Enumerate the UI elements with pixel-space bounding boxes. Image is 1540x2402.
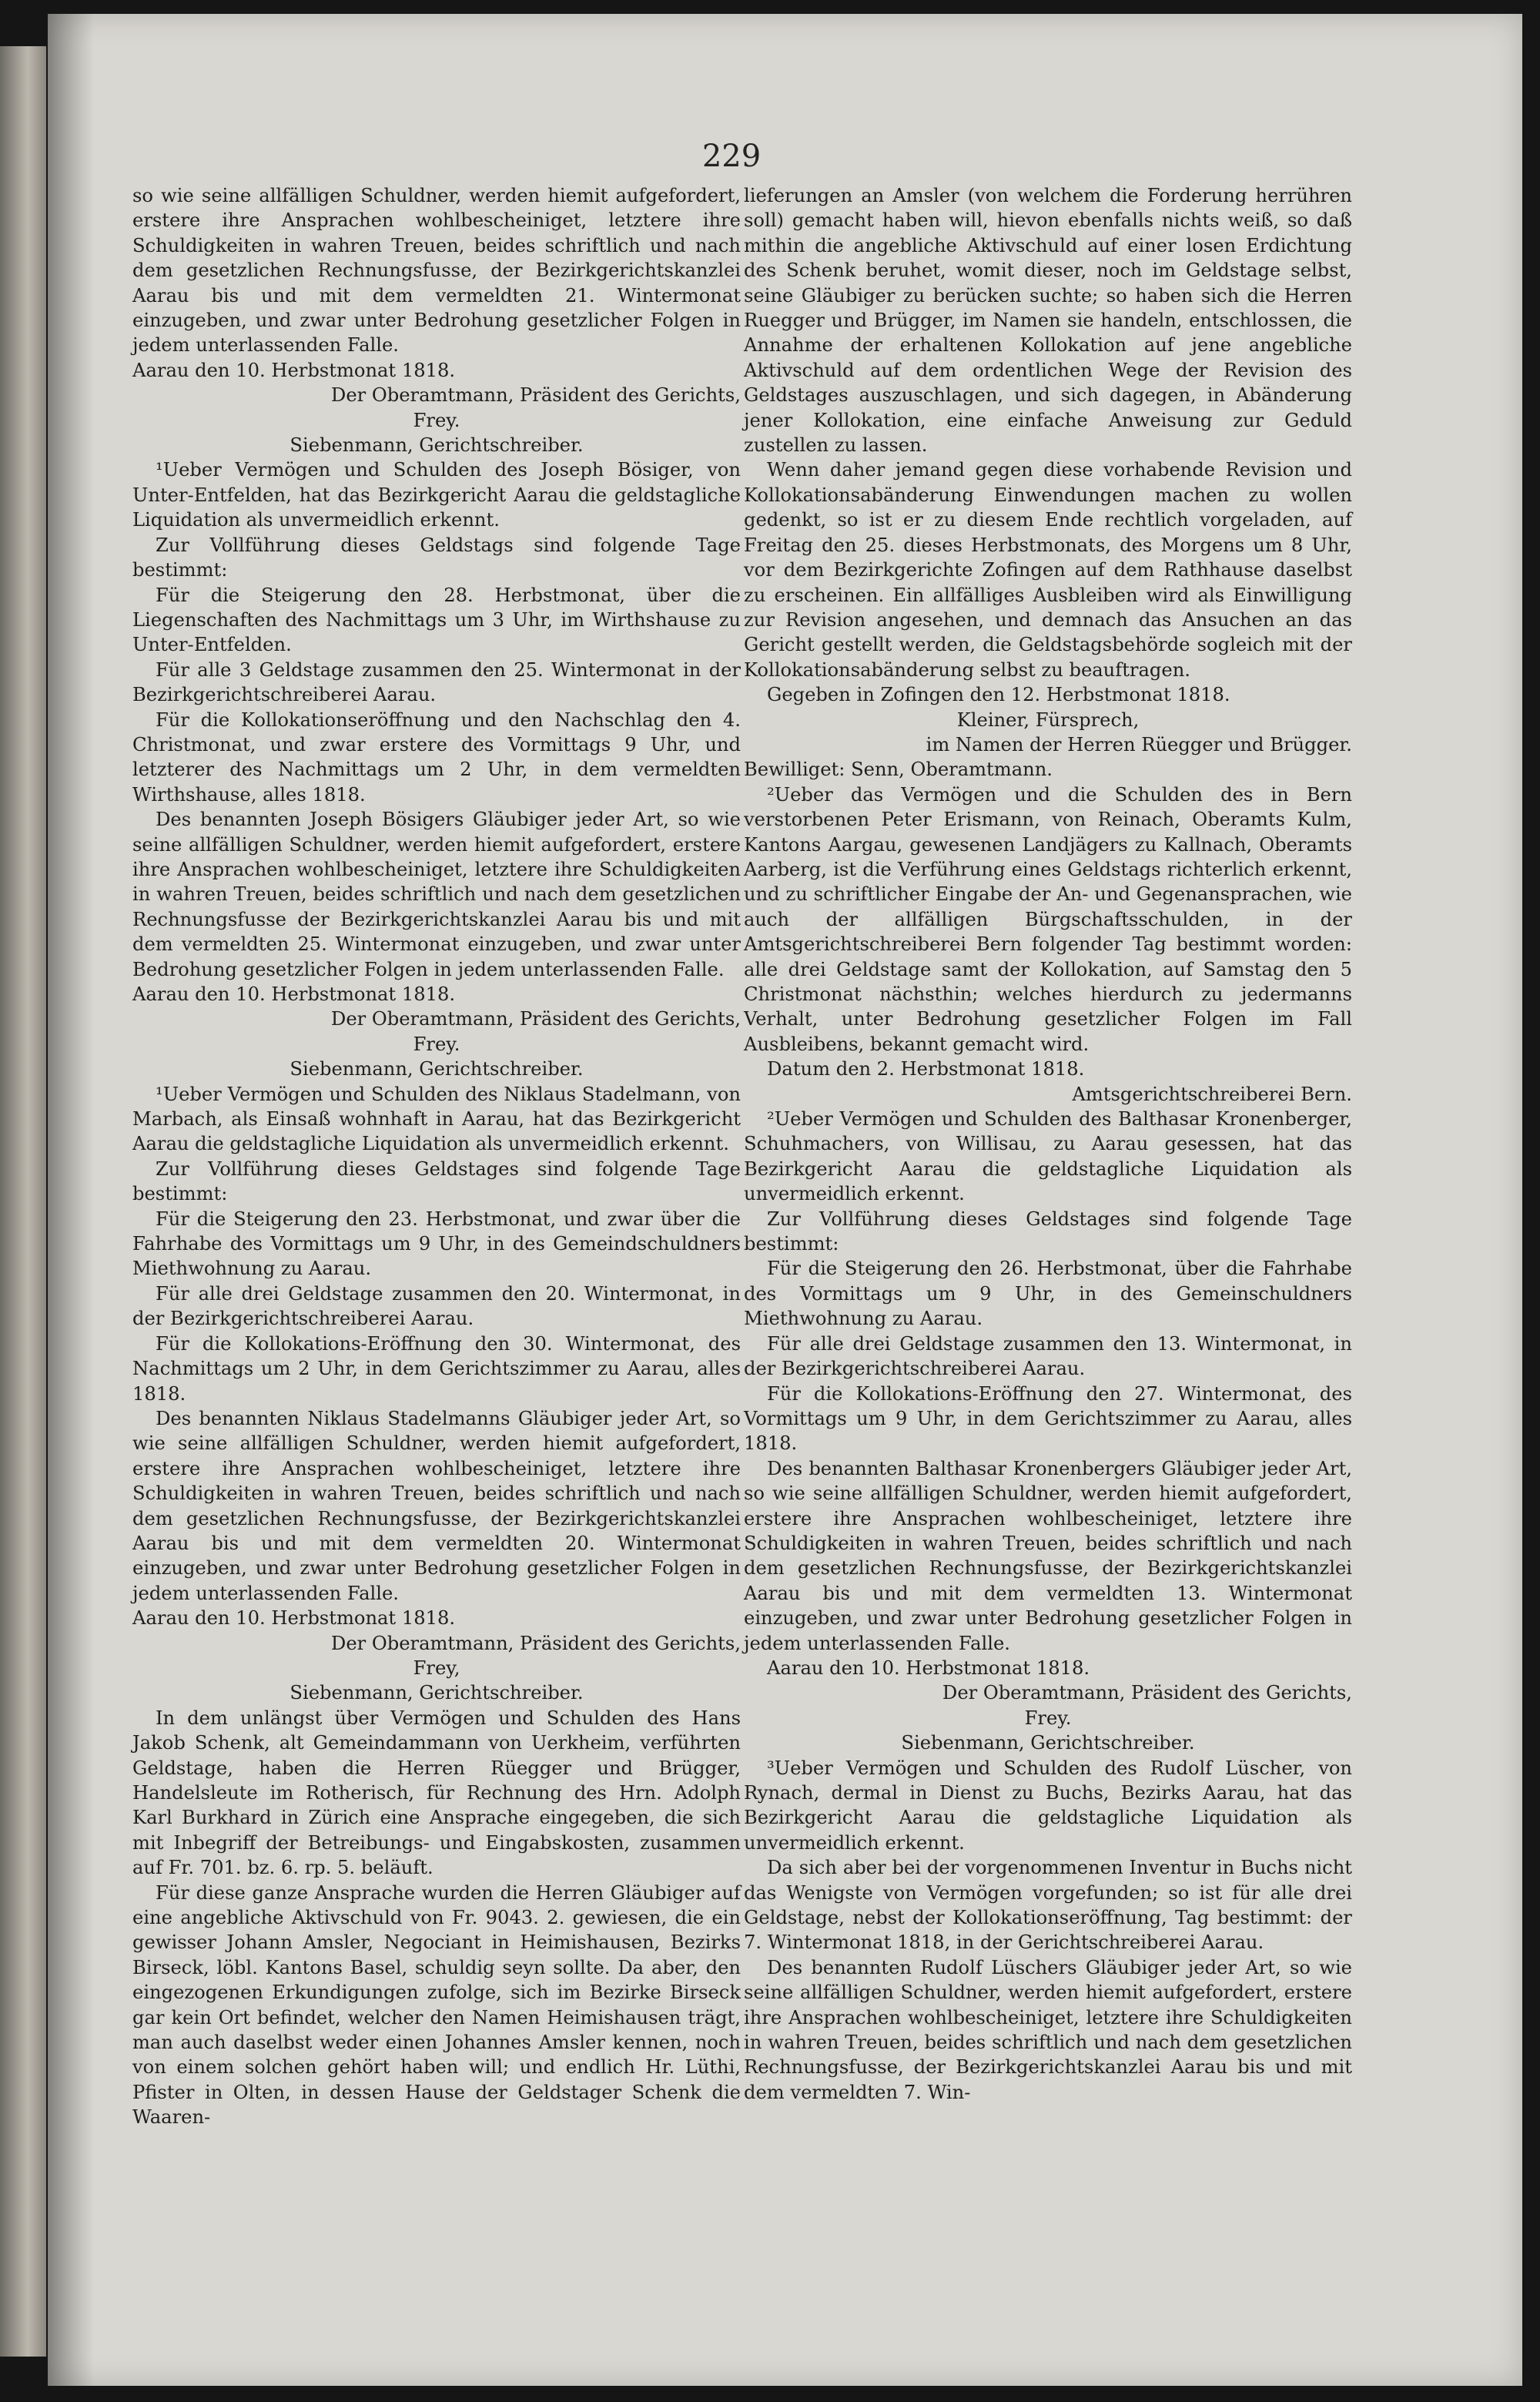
page-number: 229	[701, 139, 762, 174]
left-column-paragraph: Für die Steigerung den 28. Herbstmonat, über die Liegenschaften des Nachmittags um 3 Uhr, im Wirthshause zu Unter-Entfelden.	[132, 584, 741, 656]
right-column-paragraph: lieferungen an Amsler (von welchem die Forderung herrühren soll) gemacht haben will, hievon ebenfalls nichts weiß, so daß mithin die angebliche Aktivschuld auf einer losen Erdichtung des Schenk beruhet, womit dieser, noch im Geldstage selbst, seine Gläubiger zu berücken suchte; so haben sich die Herren Ruegger und Brügger, im Namen sie handeln, entschlossen, die Annahme der erhaltenen Kollokation auf jene angebliche Aktivschuld auf dem ordentlichen Wege der Revision des Geldstages auszuschlagen, und sich dagegen, in Abänderung jener Kollokation, eine einfache Anweisung zur Geduld zustellen zu lassen.	[744, 185, 1352, 457]
left-column-paragraph: Frey,	[413, 1657, 460, 1679]
left-column-paragraph: Für alle drei Geldstage zusammen den 20. Wintermonat, in der Bezirkgerichtschreiberei Aarau.	[132, 1282, 741, 1330]
left-column-paragraph: Für die Kollokations-Eröffnung den 30. Wintermonat, des Nachmittags um 2 Uhr, in dem Gerichtszimmer zu Aarau, alles 1818.	[132, 1332, 741, 1405]
right-column-paragraph: Wenn daher jemand gegen diese vorhabende Revision und Kollokationsabänderung Einwendungen machen zu wollen gedenkt, so ist er zu diesem Ende rechtlich vorgeladen, auf Freitag den 25. dieses Herbstmonats, des Morgens um 8 Uhr, vor dem Bezirkgerichte Zofingen auf dem Rathhause daselbst zu erscheinen. Ein allfälliges Ausbleiben wird als Einwilligung zur Revision angesehen, und demnach das Ansuchen an das Gericht gestellt werden, die Geldstagsbehörde sogleich mit der Kollokationsabänderung selbst zu beauftragen.	[744, 459, 1352, 681]
left-column-paragraph: so wie seine allfälligen Schuldner, werden hiemit aufgefordert, erstere ihre Ansprachen wohlbescheiniget, letztere ihre Schuldigkeiten in wahren Treuen, beides schriftlich und nach dem gesetzlichen Rechnungsfusse, der Bezirkgerichtskanzlei Aarau bis und mit dem vermeldten 21. Wintermonat einzugeben, und zwar unter Bedrohung gesetzlicher Folgen in jedem unterlassenden Falle.	[132, 185, 741, 357]
right-column-paragraph: Da sich aber bei der vorgenommenen Inventur in Buchs nicht das Wenigste von Vermögen vorgefunden; so ist für alle drei Geldstage, nebst der Kollokationseröffnung, Tag bestimmt: der 7. Wintermonat 1818, in der Gerichtschreiberei Aarau.	[744, 1857, 1352, 1954]
left-column-paragraph: Für die Kollokationseröffnung und den Nachschlag den 4. Christmonat, und zwar erstere des Vormittags 9 Uhr, und letzterer des Nachmittags um 2 Uhr, in dem vermeldten Wirthshause, alles 1818.	[132, 709, 741, 806]
right-column-paragraph: Aarau den 10. Herbstmonat 1818.	[767, 1657, 1090, 1679]
left-column-paragraph: Siebenmann, Gerichtschreiber.	[290, 1682, 584, 1704]
left-column-paragraph: Der Oberamtmann, Präsident des Gerichts,	[330, 1632, 741, 1654]
right-column-paragraph: Siebenmann, Gerichtschreiber.	[901, 1732, 1195, 1754]
left-column-paragraph: ¹Ueber Vermögen und Schulden des Joseph Bösiger, von Unter-Entfelden, hat das Bezirkgericht Aarau die geldstagliche Liquidation als unvermeidlich erkennt.	[132, 459, 741, 531]
left-column-paragraph: Frey.	[413, 409, 460, 431]
left-column-paragraph: Aarau den 10. Herbstmonat 1818.	[132, 359, 456, 381]
left-column-paragraph: Aarau den 10. Herbstmonat 1818.	[132, 983, 456, 1005]
left-column-paragraph: Zur Vollführung dieses Geldstags sind folgende Tage bestimmt:	[132, 534, 741, 581]
right-column-paragraph: ²Ueber das Vermögen und die Schulden des in Bern verstorbenen Peter Erismann, von Reinach, Oberamts Kulm, Kantons Aargau, gewesenen Landjägers zu Kallnach, Oberamts Aarberg, ist die Verführung eines Geldstags richterlich erkennt, und zu schriftlicher Eingabe der An- und Gegenansprachen, wie auch der allfälligen Bürgschaftsschulden, in der Amtsgerichtschreiberei Bern folgender Tag bestimmt worden: alle drei Geldstage samt der Kollokation, auf Samstag den 5 Christmonat nächsthin; welches hierdurch zu jedermanns Verhalt, unter Bedrohung gesetzlicher Folgen im Fall Ausbleibens, bekannt gemacht wird.	[744, 783, 1352, 1055]
right-column-paragraph: Kleiner, Fürsprech,	[956, 709, 1140, 731]
left-column-paragraph: Der Oberamtmann, Präsident des Gerichts,	[330, 384, 741, 407]
left-column-paragraph: ¹Ueber Vermögen und Schulden des Niklaus Stadelmann, von Marbach, als Einsaß wohnhaft in Aarau, hat das Bezirkgericht Aarau die geldstagliche Liquidation als unvermeidlich erkennt.	[132, 1083, 741, 1155]
left-column-paragraph: In dem unlängst über Vermögen und Schulden des Hans Jakob Schenk, alt Gemeindammann von Uerkheim, verführten Geldstage, haben die Herren Rüegger und Brügger, Handelsleute im Rotherisch, für Rechnung des Hrn. Adolph Karl Burkhard in Zürich eine Ansprache eingegeben, die sich mit Inbegriff der Betreibungs- und Eingabskosten, zusammen auf Fr. 701. bz. 6. rp. 5. beläuft.	[132, 1707, 741, 1879]
right-column-paragraph: Für die Steigerung den 26. Herbstmonat, über die Fahrhabe des Vormittags um 9 Uhr, in des Gemeinschuldners Miethwohnung zu Aarau.	[744, 1258, 1352, 1330]
previous-page-edge	[0, 46, 46, 2357]
left-column-paragraph: Des benannten Niklaus Stadelmanns Gläubiger jeder Art, so wie seine allfälligen Schuldner, werden hiemit aufgefordert, erstere ihre Ansprachen wohlbescheiniget, letztere ihre Schuldigkeiten in wahren Treuen, beides schriftlich und nach dem gesetzlichen Rechnungsfusse, der Bezirkgerichtskanzlei Aarau bis und mit dem vermeldten 20. Wintermonat einzugeben, und zwar unter Bedrohung gesetzlicher Folgen in jedem unterlassenden Falle.	[132, 1407, 741, 1604]
left-column-paragraph: Siebenmann, Gerichtschreiber.	[290, 1058, 584, 1080]
left-column-paragraph: Für diese ganze Ansprache wurden die Herren Gläubiger auf eine angebliche Aktivschuld von Fr. 9043. 2. gewiesen, die ein gewisser Johann Amsler, Negociant in Heimishausen, Bezirks Birseck, löbl. Kantons Basel, schuldig seyn sollte. Da aber, den eingezogenen Erkundigungen zufolge, sich im Bezirke Birseck gar kein Ort befindet, welcher den Namen Heimishausen trägt, man auch daselbst weder einen Johannes Amsler kennen, noch von einem solchen gehört haben will; und endlich Hr. Lüthi, Pfister in Olten, in dessen Hause der Geldstager Schenk die Waaren-	[132, 1881, 741, 2129]
right-column-paragraph: ²Ueber Vermögen und Schulden des Balthasar Kronenberger, Schuhmachers, von Willisau, zu Aarau gesessen, hat das Bezirkgericht Aarau die geldstagliche Liquidation als unvermeidlich erkennt.	[744, 1108, 1352, 1205]
left-column-paragraph: Zur Vollführung dieses Geldstages sind folgende Tage bestimmt:	[132, 1157, 741, 1205]
right-column-paragraph: Frey.	[1024, 1707, 1072, 1729]
left-column	[132, 183, 741, 2130]
left-column-paragraph: Aarau den 10. Herbstmonat 1818.	[132, 1607, 456, 1630]
right-column-paragraph: Der Oberamtmann, Präsident des Gerichts,	[942, 1682, 1352, 1704]
right-column-paragraph: Des benannten Balthasar Kronenbergers Gläubiger jeder Art, so wie seine allfälligen Schuldner, werden hiemit aufgefordert, erstere ihre Ansprachen wohlbescheiniget, letztere ihre Schuldigkeiten in wahren Treuen, beides schriftlich und nach dem gesetzlichen Rechnungsfusse, der Bezirkgerichtskanzlei Aarau bis und mit dem vermeldten 13. Wintermonat einzugeben, und zwar unter Bedrohung gesetzlicher Folgen in jedem unterlassenden Falle.	[744, 1457, 1352, 1654]
right-column-paragraph: Datum den 2. Herbstmonat 1818.	[767, 1058, 1085, 1080]
right-column-paragraph: Zur Vollführung dieses Geldstages sind folgende Tage bestimmt:	[744, 1208, 1352, 1255]
right-column-paragraph: ³Ueber Vermögen und Schulden des Rudolf Lüscher, von Rynach, dermal in Dienst zu Buchs, Bezirks Aarau, hat das Bezirkgericht Aarau die geldstagliche Liquidation als unvermeidlich erkennt.	[744, 1757, 1352, 1854]
left-column-paragraph: Des benannten Joseph Bösigers Gläubiger jeder Art, so wie seine allfälligen Schuldner, werden hiemit aufgefordert, erstere ihre Ansprachen wohlbescheiniget, letztere ihre Schuldigkeiten in wahren Treuen, beides schriftlich und nach dem gesetzlichen Rechnungsfusse der Bezirkgerichtskanzlei Aarau bis und mit dem vermeldten 25. Wintermonat einzugeben, und zwar unter Bedrohung gesetzlicher Folgen in jedem unterlassenden Falle.	[132, 809, 741, 980]
right-column-paragraph: im Namen der Herren Rüegger und Brügger.	[926, 733, 1352, 755]
right-column-paragraph: Amtsgerichtschreiberei Bern.	[1072, 1083, 1352, 1105]
left-column-paragraph: Für die Steigerung den 23. Herbstmonat, und zwar über die Fahrhabe des Vormittags um 9 Uhr, in des Gemeindschuldners Miethwohnung zu Aarau.	[132, 1208, 741, 1280]
right-column-paragraph: Des benannten Rudolf Lüschers Gläubiger jeder Art, so wie seine allfälligen Schuldner, werden hiemit aufgefordert, erstere ihre Ansprachen wohlbescheiniget, letztere ihre Schuldigkeiten in wahren Treuen, beides schriftlich und nach dem gesetzlichen Rechnungsfusse, der Bezirkgerichtskanzlei Aarau bis und mit dem vermeldten 7. Win-	[744, 1956, 1352, 2103]
right-column	[744, 183, 1352, 2105]
left-column-paragraph: Frey.	[413, 1033, 460, 1055]
gutter-shadow	[48, 14, 94, 2386]
right-column-paragraph: Für die Kollokations-Eröffnung den 27. Wintermonat, des Vormittags um 9 Uhr, in dem Gerichtszimmer zu Aarau, alles 1818.	[744, 1382, 1352, 1455]
right-column-paragraph: Für alle drei Geldstage zusammen den 13. Wintermonat, in der Bezirkgerichtschreiberei Aarau.	[744, 1332, 1352, 1380]
left-column-paragraph: Der Oberamtmann, Präsident des Gerichts,	[330, 1008, 741, 1030]
right-column-paragraph: Bewilliget: Senn, Oberamtmann.	[744, 759, 1053, 781]
left-column-paragraph: Für alle 3 Geldstage zusammen den 25. Wintermonat in der Bezirkgerichtschreiberei Aarau.	[132, 658, 741, 706]
left-column-paragraph: Siebenmann, Gerichtschreiber.	[290, 434, 584, 457]
right-column-paragraph: Gegeben in Zofingen den 12. Herbstmonat 1818.	[767, 684, 1230, 706]
